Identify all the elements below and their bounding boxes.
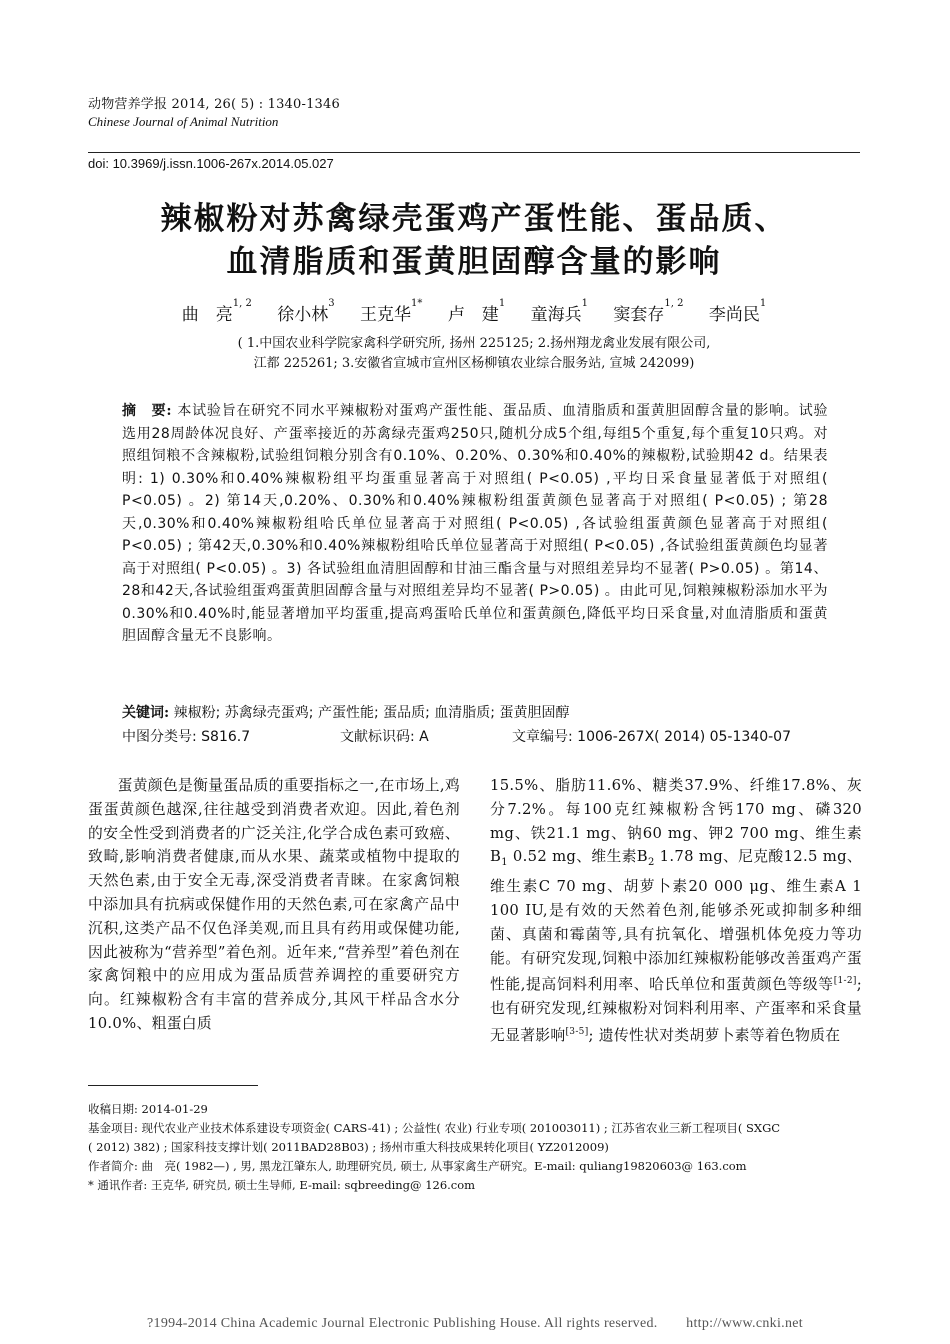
received-date: 收稿日期: 2014-01-29 xyxy=(88,1102,208,1116)
author: 曲 亮$^{1, 2}$ xyxy=(181,298,252,325)
document-code: 文献标识码: A xyxy=(340,729,429,745)
corresponding-author: * 通讯作者: 王克华, 研究员, 硕士生导师, E-mail: sqbreeding@ 126.com xyxy=(88,1178,476,1192)
keywords-text: 辣椒粉; 苏禽绿壳蛋鸡; 产蛋性能; 蛋品质; 血清脂质; 蛋黄胆固醇 xyxy=(173,705,570,721)
funding-line-1: 基金项目: 现代农业产业技术体系建设专项资金( CARS-41) ; 公益性( 农业) 行业专项( 201003011) ; 江苏省农业三新工程项目( SXGC xyxy=(88,1121,781,1135)
article-number: 文章编号: 1006-267X( 2014) 05-1340-07 xyxy=(512,729,791,745)
footnotes xyxy=(88,1100,868,1195)
author: 王克华$^{1*}$ xyxy=(360,298,423,325)
citation-ref[interactable]: [3-5] xyxy=(565,1026,589,1037)
author: 童海兵$^1$ xyxy=(530,298,588,325)
citation-ref[interactable]: [1-2] xyxy=(833,976,857,987)
author: 徐小林$^3$ xyxy=(277,298,335,325)
paper-title-line-2: 血清脂质和蛋黄胆固醇含量的影响 xyxy=(226,244,722,280)
copyright-notice: ?1994-2014 China Academic Journal Electronic Publishing House. All rights reserved. http://www.cnki.net xyxy=(147,1316,803,1331)
header-divider xyxy=(88,152,860,153)
keywords-label: 关键词: xyxy=(122,705,170,721)
author-list xyxy=(88,300,860,325)
funding-line-2: ( 2012) 382) ; 国家科技支撑计划( 2011BAD28B03) ; 扬州市重大科技成果转化项目( YZ2012009) xyxy=(88,1140,609,1154)
author-bio: 作者简介: 曲 亮( 1982—) , 男, 黑龙江肇东人, 助理研究员, 硕士, 从事家禽生产研究。E-mail: quliang19820603@ 163.com xyxy=(88,1159,747,1173)
footnote-divider xyxy=(88,1085,258,1086)
keywords xyxy=(122,702,828,722)
paper-title-line-1: 辣椒粉对苏禽绿壳蛋鸡产蛋性能、蛋品质、 xyxy=(160,201,788,237)
author: 李尚民$^1$ xyxy=(708,298,767,325)
author: 窦套存$^{1, 2}$ xyxy=(613,298,684,325)
clc-number: 中图分类号: S816.7 xyxy=(122,729,251,745)
journal-citation-cn: 动物营养学报 2014, 26( 5) : 1340-1346 xyxy=(88,97,340,112)
abstract-text: 本试验旨在研究不同水平辣椒粉对蛋鸡产蛋性能、蛋品质、血清脂质和蛋黄胆固醇含量的影响。试验选用28周龄体况良好、产蛋率接近的苏禽绿壳蛋鸡250只,随机分成5个组,每组5个重复,每个重复10只鸡。对照组饲粮不含辣椒粉,试验组饲粮分别含有0.10%、0.20%、0.30%和0.40%的辣椒粉,试验期42 d。结果表明: 1) 0.30%和0.40%辣椒粉组平均蛋重显著高于对照组( P<0.05) ,平均日采食量显著低于对照组( P<0.05) 。2) 第14天,0.20%、0.30%和0.40%辣椒粉组蛋黄颜色显著高于对照组( P<0.05) ; 第28天,0.30%和0.40%辣椒粉组哈氏单位显著高于对照组( P<0.05) ,各试验组蛋黄颜色显著高于对照组( P<0.05) ; 第42天,0.30%和0.40%辣椒粉组哈氏单位显著高于对照组( P<0.05) ,各试验组蛋黄颜色均显著高于对照组( P<0.05) 。3) 各试验组血清胆固醇和甘油三酯含量与对照组差异均不显著( P>0.05) 。第14、28和42天,各试验组蛋鸡蛋黄胆固醇含量与对照组差异均不显著( P>0.05) 。由此可见,饲粮辣椒粉添加水平为0.30%和0.40%时,能显著增加平均蛋重,提高鸡蛋哈氏单位和蛋黄颜色,降低平均日采食量,对血清脂质和蛋黄胆固醇含量无不良影响。 xyxy=(122,403,829,644)
body-column-right: 15.5%、脂肪11.6%、糖类37.9%、纤维17.8%、灰分7.2%。每100克红辣椒粉含钙170 mg、磷320 mg、铁21.1 mg、钠60 mg、钾2 700 mg、维生素$B_1$ 0.52 mg、维生素$B_2$ 1.78 mg、尼克酸12.5 mg、维生素C 70 mg、胡萝卜素20 000 μg、维生素A 1 100 IU,是有效的天然着色剂,能够杀死或抑制多种细菌、真菌和霉菌等,具有抗氧化、增强机体免疫力等功能。有研究发现,饲粮中添加红辣椒粉能够改善蛋鸡产蛋性能,提高饲料利用率、哈氏单位和蛋黄颜色等级等[1-2]; 也有研究发现,红辣椒粉对饲料利用率、产蛋率和采食量无显著影响[3-5]; 遗传性状对类胡萝卜素等着色物质在 xyxy=(490,777,862,1044)
abstract xyxy=(122,400,828,648)
affiliation-line-1: ( 1.中国农业科学院家禽科学研究所, 扬州 225125; 2.扬州翔龙禽业发展有限公司, xyxy=(237,336,711,351)
affiliation-line-2: 江都 225261; 3.安徽省宣城市宣州区杨柳镇农业综合服务站, 宣城 242099) xyxy=(253,356,695,371)
doi[interactable]: doi: 10.3969/j.issn.1006-267x.2014.05.027 xyxy=(88,156,334,171)
body-column-left: 蛋黄颜色是衡量蛋品质的重要指标之一,在市场上,鸡蛋蛋黄颜色越深,往往越受到消费者欢迎。因此,着色剂的安全性受到消费者的广泛关注,化学合成色素可致癌、致畸,影响消费者健康,而从水果、蔬菜或植物中提取的天然色素,由于安全无毒,深受消费者青睐。在家禽饲粮中添加具有抗病或保健作用的天然色素,可在家禽产品中沉积,这类产品不仅色泽美观,而且具有药用或保健功能,因此被称为“营养型”着色剂。近年来,“营养型”着色剂在家禽饲粮中的应用成为蛋品质营养调控的重要研究方向。红辣椒粉含有丰富的营养成分,其风干样品含水分10.0%、粗蛋白质 xyxy=(88,777,460,1032)
journal-name-en: Chinese Journal of Animal Nutrition xyxy=(88,114,279,129)
abstract-label: 摘 要: xyxy=(122,403,173,419)
author: 卢 建$^1$ xyxy=(447,298,506,325)
